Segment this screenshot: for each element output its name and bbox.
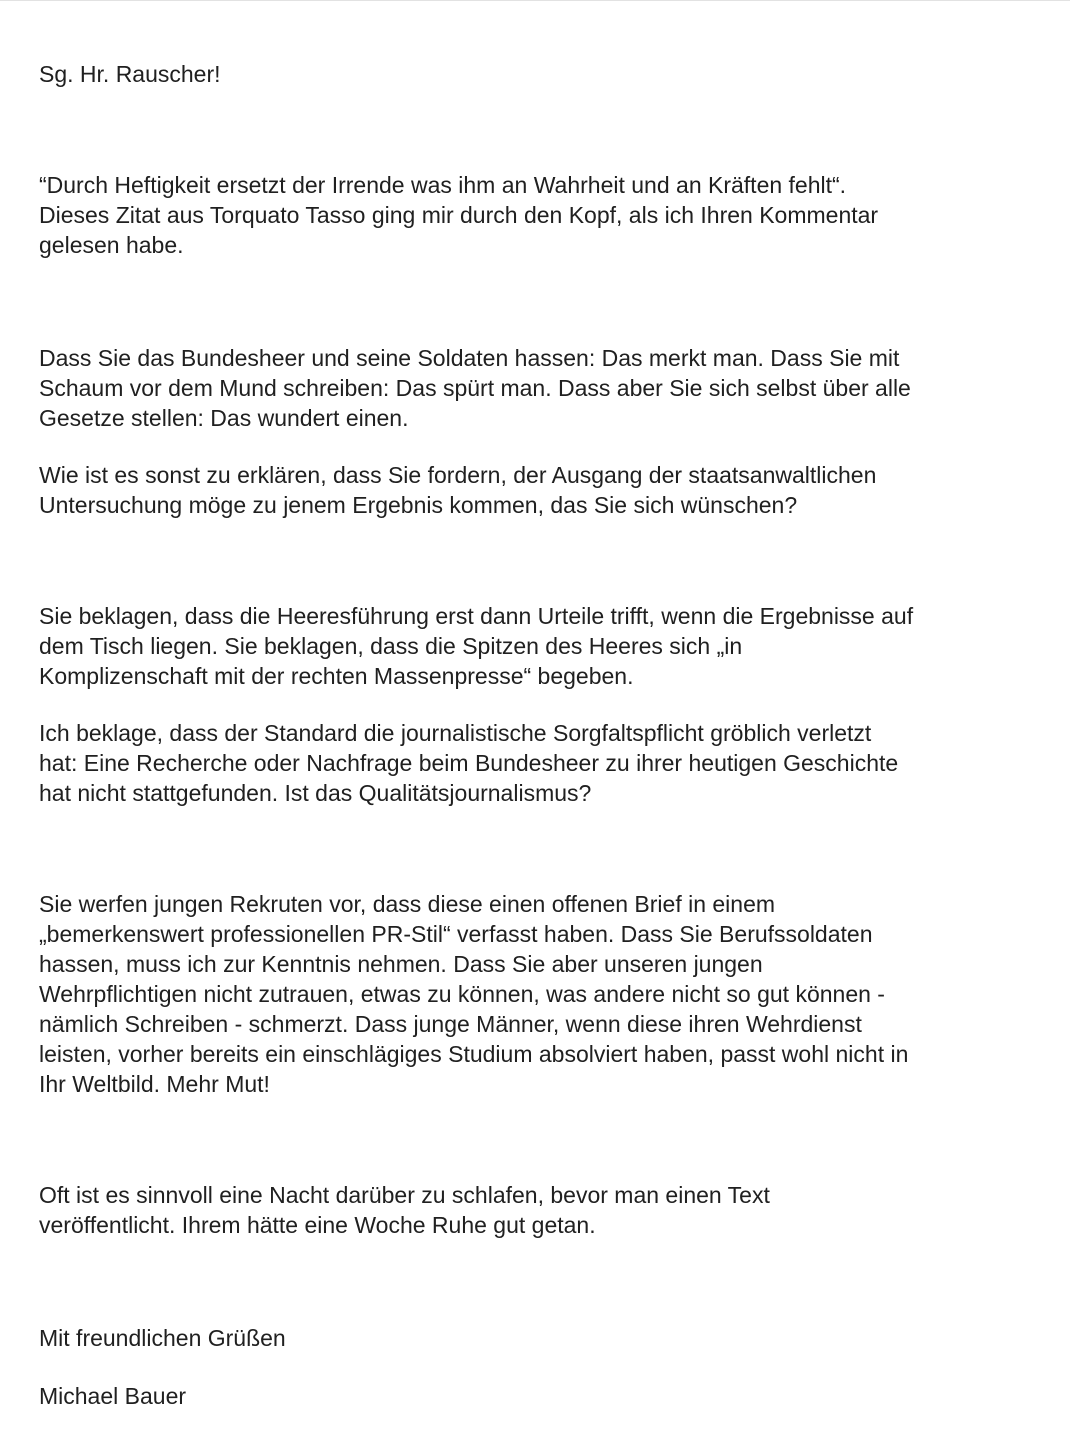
text-line: Gesetze stellen: Das wundert einen. xyxy=(39,405,409,431)
text-line: Untersuchung möge zu jenem Ergebnis kommen, das Sie sich wünschen? xyxy=(39,492,798,518)
text-line: Ihr Weltbild. Mehr Mut! xyxy=(39,1071,270,1097)
text-line: veröffentlicht. Ihrem hätte eine Woche Ruhe gut getan. xyxy=(39,1212,596,1238)
text-line: hat: Eine Recherche oder Nachfrage beim Bundesheer zu ihrer heutigen Geschichte xyxy=(39,750,899,776)
text-line: “Durch Heftigkeit ersetzt der Irrende was ihm an Wahrheit und an Kräften fehlt“. xyxy=(39,172,847,198)
text-line: gelesen habe. xyxy=(39,232,184,258)
text-line: Sie beklagen, dass die Heeresführung erst dann Urteile trifft, wenn die Ergebnisse auf xyxy=(39,603,914,629)
text-line: hassen, muss ich zur Kenntnis nehmen. Dass Sie aber unseren jungen xyxy=(39,951,763,977)
text-line: Wie ist es sonst zu erklären, dass Sie fordern, der Ausgang der staatsanwaltlichen xyxy=(39,462,877,488)
text-line: Wehrpflichtigen nicht zutrauen, etwas zu können, was andere nicht so gut können - xyxy=(39,981,885,1007)
closing: Mit freundlichen Grüßen xyxy=(39,1325,286,1351)
signature: Michael Bauer xyxy=(39,1383,187,1409)
text-line: Sie werfen jungen Rekruten vor, dass diese einen offenen Brief in einem xyxy=(39,891,776,917)
text-line: Ich beklage, dass der Standard die journalistische Sorgfaltspflicht gröblich verletzt xyxy=(39,720,872,746)
text-line: leisten, vorher bereits ein einschlägiges Studium absolviert haben, passt wohl nicht in xyxy=(39,1041,909,1067)
text-line: „bemerkenswert professionellen PR-Stil“ verfasst haben. Dass Sie Berufssoldaten xyxy=(39,921,873,947)
text-line: Dass Sie das Bundesheer und seine Soldaten hassen: Das merkt man. Dass Sie mit xyxy=(39,345,900,371)
text-line: hat nicht stattgefunden. Ist das Qualitätsjournalismus? xyxy=(39,780,592,806)
text-line: Schaum vor dem Mund schreiben: Das spürt man. Dass aber Sie sich selbst über alle xyxy=(39,375,911,401)
text-line: dem Tisch liegen. Sie beklagen, dass die Spitzen des Heeres sich „in xyxy=(39,633,743,659)
text-line: Dieses Zitat aus Torquato Tasso ging mir durch den Kopf, als ich Ihren Kommentar xyxy=(39,202,879,228)
text-line: Komplizenschaft mit der rechten Massenpresse“ begeben. xyxy=(39,663,634,689)
text-line: nämlich Schreiben - schmerzt. Dass junge Männer, wenn diese ihren Wehrdienst xyxy=(39,1011,862,1037)
text-line: Oft ist es sinnvoll eine Nacht darüber zu schlafen, bevor man einen Text xyxy=(39,1182,770,1208)
salutation: Sg. Hr. Rauscher! xyxy=(39,61,221,87)
